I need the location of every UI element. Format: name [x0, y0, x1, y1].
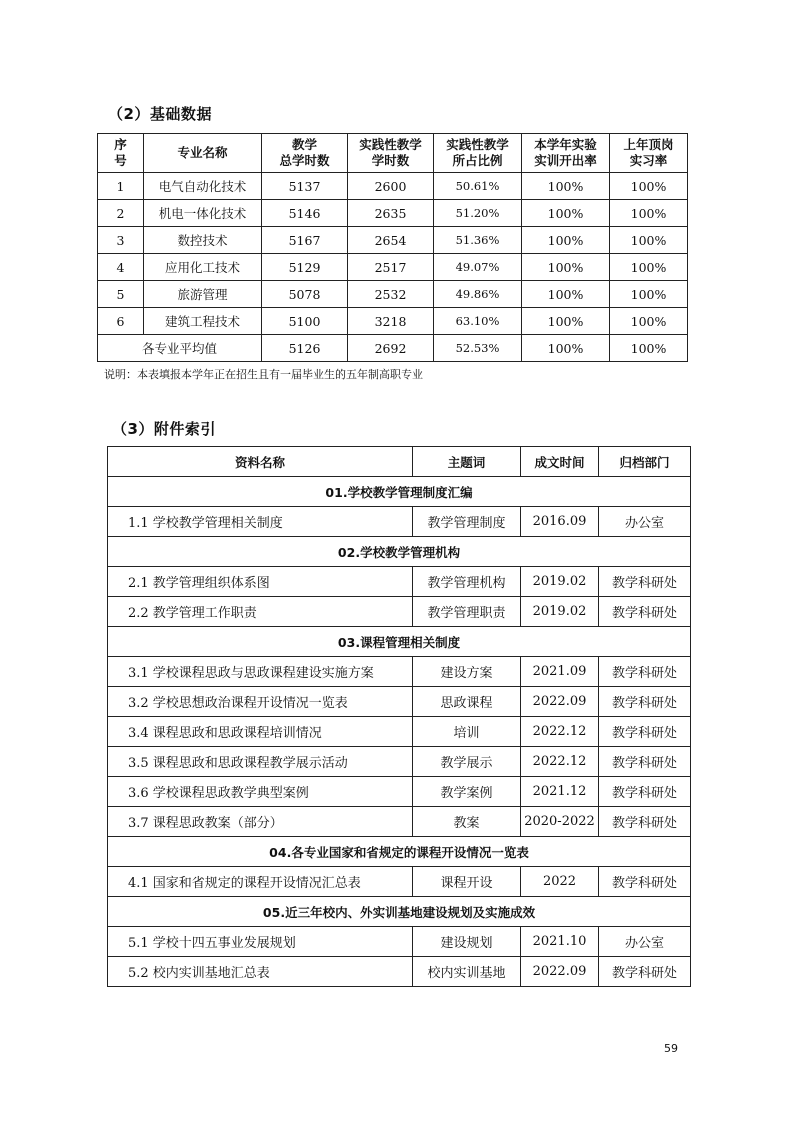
table-cell: 5 [98, 281, 144, 308]
table-cell: 2517 [348, 254, 434, 281]
date: 2022 [521, 867, 599, 897]
document-name: 5.1 学校十四五事业发展规划 [108, 927, 413, 957]
table-cell: 5146 [262, 200, 348, 227]
date: 2022.12 [521, 747, 599, 777]
date: 2021.10 [521, 927, 599, 957]
group-title-row [108, 897, 691, 927]
table-row [108, 597, 691, 627]
keyword: 课程开设 [413, 867, 521, 897]
table-cell: 100% [522, 200, 610, 227]
table-cell: 2 [98, 200, 144, 227]
group-title: 01.学校教学管理制度汇编 [108, 477, 691, 507]
header-cell: 上年顶岗 实习率 [610, 134, 688, 173]
group-title-row [108, 627, 691, 657]
table-cell: 5100 [262, 308, 348, 335]
header-cell: 本学年实验 实训开出率 [522, 134, 610, 173]
header-cell: 归档部门 [599, 447, 691, 477]
group-title: 03.课程管理相关制度 [108, 627, 691, 657]
table-cell: 2635 [348, 200, 434, 227]
department: 教学科研处 [599, 687, 691, 717]
group-title-row [108, 477, 691, 507]
table-cell: 100% [522, 335, 610, 362]
table-cell: 63.10% [434, 308, 522, 335]
department: 教学科研处 [599, 747, 691, 777]
department: 教学科研处 [599, 777, 691, 807]
keyword: 教学管理机构 [413, 567, 521, 597]
table-cell: 5126 [262, 335, 348, 362]
date: 2021.09 [521, 657, 599, 687]
table-row [108, 807, 691, 837]
document-name: 4.1 国家和省规定的课程开设情况汇总表 [108, 867, 413, 897]
table-cell: 49.07% [434, 254, 522, 281]
department: 教学科研处 [599, 657, 691, 687]
department: 教学科研处 [599, 717, 691, 747]
table-cell: 100% [522, 308, 610, 335]
page-number: 59 [664, 1042, 678, 1055]
keyword: 教学管理职责 [413, 597, 521, 627]
table-cell: 5129 [262, 254, 348, 281]
table-row [108, 567, 691, 597]
table-row [108, 927, 691, 957]
document-name: 3.1 学校课程思政与思政课程建设实施方案 [108, 657, 413, 687]
table-cell: 机电一体化技术 [144, 200, 262, 227]
table-cell: 5167 [262, 227, 348, 254]
table-row [108, 717, 691, 747]
header-cell: 实践性教学 所占比例 [434, 134, 522, 173]
date: 2019.02 [521, 567, 599, 597]
keyword: 教案 [413, 807, 521, 837]
table-cell: 100% [522, 281, 610, 308]
department: 教学科研处 [599, 807, 691, 837]
table-cell: 100% [610, 173, 688, 200]
date: 2022.12 [521, 717, 599, 747]
document-name: 3.2 学校思想政治课程开设情况一览表 [108, 687, 413, 717]
date: 2021.12 [521, 777, 599, 807]
table-cell: 100% [522, 173, 610, 200]
keyword: 培训 [413, 717, 521, 747]
header-cell: 实践性教学 学时数 [348, 134, 434, 173]
table-cell: 50.61% [434, 173, 522, 200]
table-row [108, 687, 691, 717]
keyword: 建设规划 [413, 927, 521, 957]
basic-data-header-row [98, 134, 688, 173]
table-row [98, 200, 688, 227]
table-cell: 电气自动化技术 [144, 173, 262, 200]
table-cell: 2692 [348, 335, 434, 362]
table-cell: 49.86% [434, 281, 522, 308]
table-cell: 52.53% [434, 335, 522, 362]
group-title: 04.各专业国家和省规定的课程开设情况一览表 [108, 837, 691, 867]
document-name: 3.7 课程思政教案（部分） [108, 807, 413, 837]
attachment-index-table [107, 446, 691, 987]
table-cell: 100% [610, 281, 688, 308]
group-title-row [108, 837, 691, 867]
date: 2016.09 [521, 507, 599, 537]
group-title: 02.学校教学管理机构 [108, 537, 691, 567]
average-row [98, 335, 688, 362]
table-cell: 1 [98, 173, 144, 200]
department: 办公室 [599, 507, 691, 537]
table-cell: 51.20% [434, 200, 522, 227]
table-cell: 100% [610, 335, 688, 362]
table-note: 说明：本表填报本学年正在招生且有一届毕业生的五年制高职专业 [104, 368, 423, 381]
table-row [108, 777, 691, 807]
table-cell: 旅游管理 [144, 281, 262, 308]
header-cell: 教学 总学时数 [262, 134, 348, 173]
table-cell: 3 [98, 227, 144, 254]
average-label: 各专业平均值 [98, 335, 262, 362]
table-row [98, 227, 688, 254]
department: 教学科研处 [599, 957, 691, 987]
table-cell: 应用化工技术 [144, 254, 262, 281]
table-row [98, 173, 688, 200]
keyword: 教学管理制度 [413, 507, 521, 537]
document-name: 3.6 学校课程思政教学典型案例 [108, 777, 413, 807]
header-cell: 资料名称 [108, 447, 413, 477]
table-cell: 100% [610, 200, 688, 227]
table-cell: 100% [610, 308, 688, 335]
table-cell: 100% [610, 227, 688, 254]
table-cell: 2532 [348, 281, 434, 308]
department: 教学科研处 [599, 867, 691, 897]
keyword: 思政课程 [413, 687, 521, 717]
table-row [108, 507, 691, 537]
table-row [108, 657, 691, 687]
department: 教学科研处 [599, 597, 691, 627]
document-name: 5.2 校内实训基地汇总表 [108, 957, 413, 987]
table-row [108, 867, 691, 897]
document-name: 3.4 课程思政和思政课程培训情况 [108, 717, 413, 747]
table-row [98, 308, 688, 335]
table-cell: 2654 [348, 227, 434, 254]
table-cell: 100% [522, 227, 610, 254]
header-cell: 成文时间 [521, 447, 599, 477]
keyword: 建设方案 [413, 657, 521, 687]
table-row [98, 281, 688, 308]
table-cell: 51.36% [434, 227, 522, 254]
table-row [108, 747, 691, 777]
keyword: 校内实训基地 [413, 957, 521, 987]
basic-data-table [97, 133, 688, 362]
department: 教学科研处 [599, 567, 691, 597]
table-cell: 100% [522, 254, 610, 281]
table-cell: 100% [610, 254, 688, 281]
table-cell: 6 [98, 308, 144, 335]
document-name: 2.1 教学管理组织体系图 [108, 567, 413, 597]
date: 2020-2022 [521, 807, 599, 837]
table-cell: 4 [98, 254, 144, 281]
document-name: 1.1 学校教学管理相关制度 [108, 507, 413, 537]
group-title: 05.近三年校内、外实训基地建设规划及实施成效 [108, 897, 691, 927]
keyword: 教学案例 [413, 777, 521, 807]
section-heading-basic-data: （2）基础数据 [108, 105, 212, 123]
attachment-header-row [108, 447, 691, 477]
table-row [108, 957, 691, 987]
table-cell: 5137 [262, 173, 348, 200]
document-name: 2.2 教学管理工作职责 [108, 597, 413, 627]
table-cell: 数控技术 [144, 227, 262, 254]
date: 2022.09 [521, 687, 599, 717]
section-heading-attachment-index: （3）附件索引 [112, 420, 216, 438]
keyword: 教学展示 [413, 747, 521, 777]
document-name: 3.5 课程思政和思政课程教学展示活动 [108, 747, 413, 777]
department: 办公室 [599, 927, 691, 957]
group-title-row [108, 537, 691, 567]
header-cell: 序 号 [98, 134, 144, 173]
table-cell: 5078 [262, 281, 348, 308]
table-row [98, 254, 688, 281]
date: 2022.09 [521, 957, 599, 987]
header-cell: 专业名称 [144, 134, 262, 173]
date: 2019.02 [521, 597, 599, 627]
table-cell: 3218 [348, 308, 434, 335]
header-cell: 主题词 [413, 447, 521, 477]
table-cell: 2600 [348, 173, 434, 200]
table-cell: 建筑工程技术 [144, 308, 262, 335]
